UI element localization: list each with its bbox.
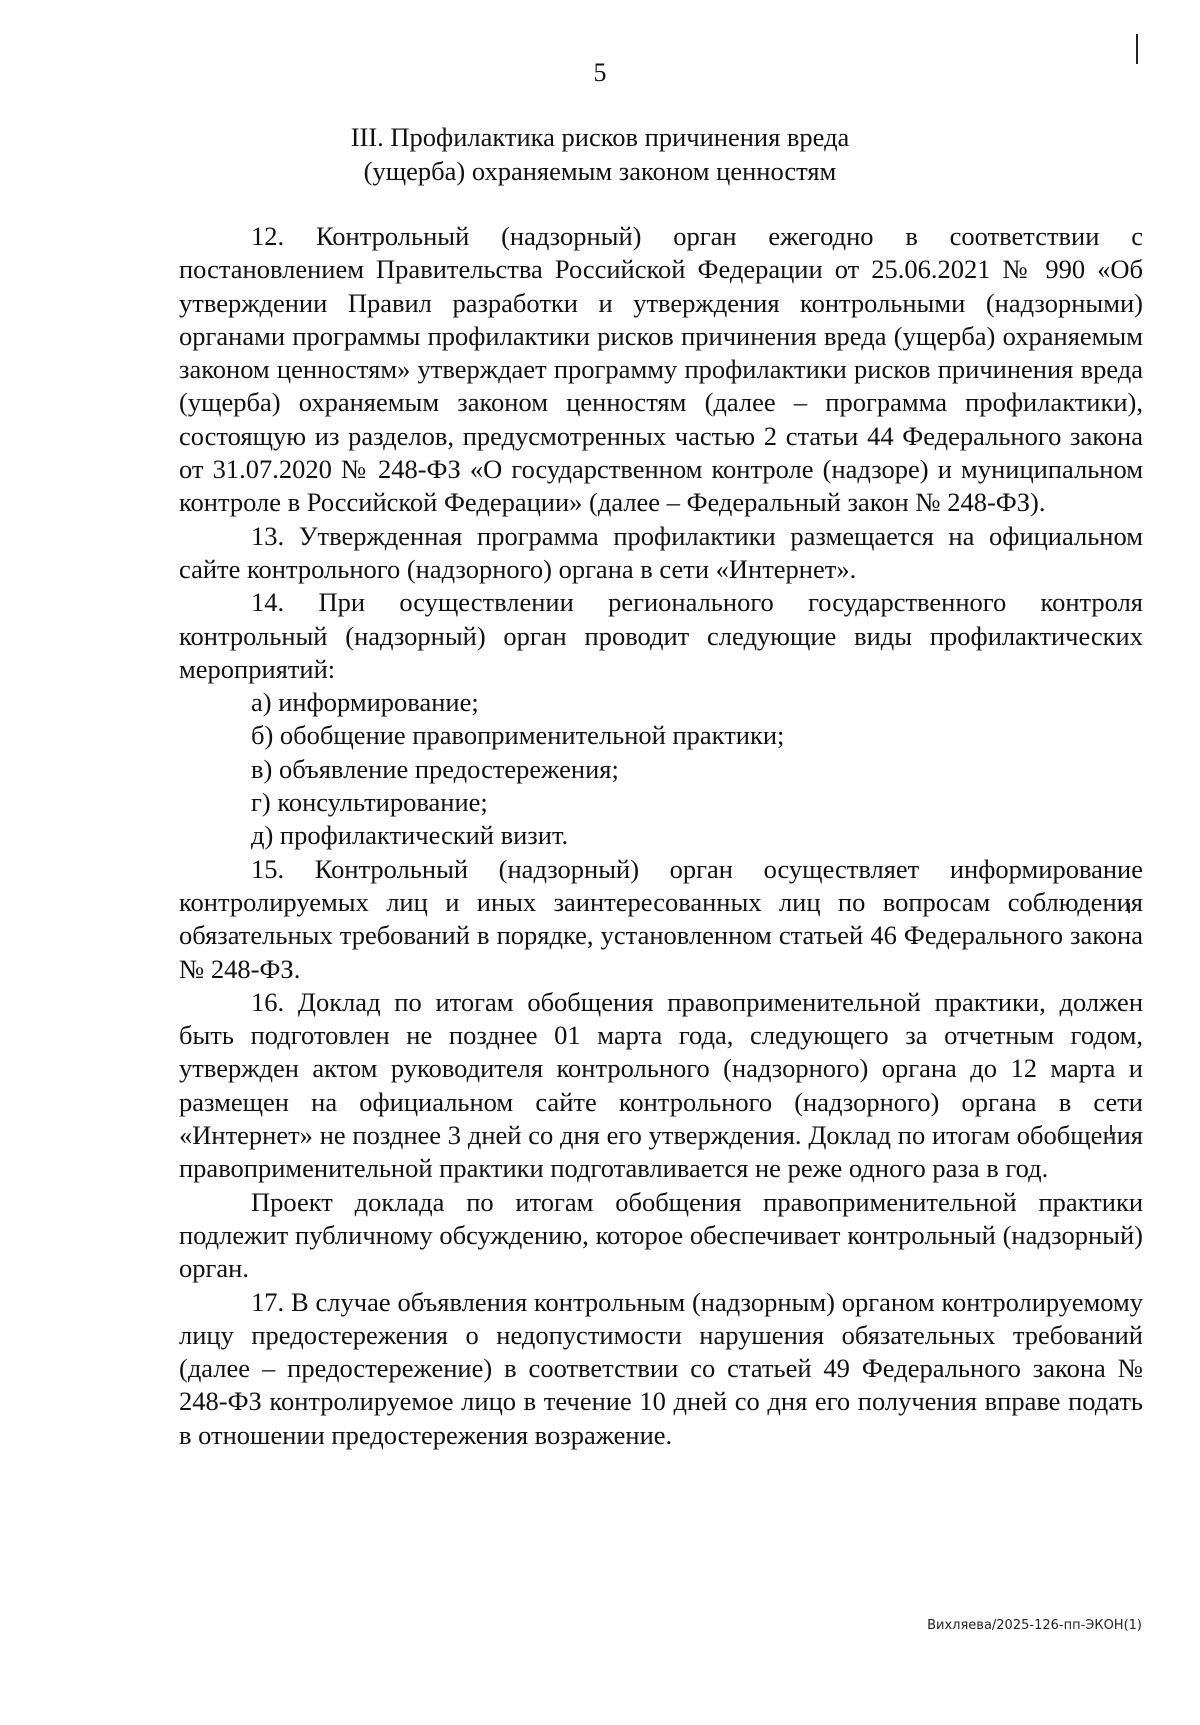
section-title <box>0 120 1200 188</box>
list-item: а) информирование; <box>251 687 479 718</box>
paragraph-14: 14. При осуществлении регионального государственного контроля контрольный (надзорный) орган проводит следующие виды профилактических мероприятий: <box>179 587 1143 684</box>
paragraph-16: 16. Доклад по итогам обобщения правоприменительной практики, должен быть подготовлен не позднее 01 марта года, следующего за отчетным годом, утвержден актом руководителя контрольного (надзорного) органа до 12 марта и размещен на официальном сайте контрольного (надзорного) органа в сети «Интернет» не позднее 3 дней со дня его утверждения. Доклад по итогам обобщения правоприменительной практики подготавливается не реже одного раза в год. <box>179 986 1143 1184</box>
list-item: в) объявление предостережения; <box>251 753 619 784</box>
list-item: б) обобщение правоприменительной практики; <box>251 720 785 751</box>
paragraph-15: 15. Контрольный (надзорный) орган осуществляет информирование контролируемых лиц и иных заинтересованных лиц по вопросам соблюдения обязательных требований в порядке, установленном статьей 46 Федерального закона № 248-ФЗ. <box>179 853 1143 984</box>
section-title-line-2: (ущерба) охраняемым законом ценностям <box>363 156 837 186</box>
list-item: г) консультирование; <box>251 787 488 818</box>
paragraph-16-continued: Проект доклада по итогам обобщения правоприменительной практики подлежит публичному обсуждению, которое обеспечивает контрольный (надзорный) орган. <box>179 1186 1143 1284</box>
paragraph-12: 12. Контрольный (надзорный) орган ежегодно в соответствии с постановлением Правительства Российской Федерации от 25.06.2021 № 990 «Об утверждении Правил разработки и утверждения контрольными (надзорными) органами программы профилактики рисков причинения вреда (ущерба) охраняемым законом ценностям» утверждает программу профилактики рисков причинения вреда (ущерба) охраняемым законом ценностям (далее – программа профилактики), состоящую из разделов, предусмотренных частью 2 статьи 44 Федерального закона от 31.07.2020 № 248-ФЗ «О государственном контроле (надзоре) и муниципальном контроле в Российской Федерации» (далее – Федеральный закон № 248-ФЗ). <box>179 221 1143 518</box>
paragraph-17: 17. В случае объявления контрольным (надзорным) органом контролируемому лицу предостережения о недопустимости нарушения обязательных требований (далее – предостережение) в соответствии со статьей 49 Федерального закона № 248-ФЗ контролируемое лицо в течение 10 дней со дня его получения вправе подать в отношении предостережения возражение. <box>179 1286 1143 1450</box>
document-body <box>179 220 1143 1452</box>
document-footer-code: Вихляева/2025-126-пп-ЭКОН(1) <box>927 1618 1142 1633</box>
paragraph-13: 13. Утвержденная программа профилактики размещается на официальном сайте контрольного (надзорного) органа в сети «Интернет». <box>179 520 1143 584</box>
page-number: 5 <box>593 58 607 87</box>
list-item: д) профилактический визит. <box>251 820 569 851</box>
section-title-line-1: III. Профилактика рисков причинения вреда <box>350 122 850 152</box>
